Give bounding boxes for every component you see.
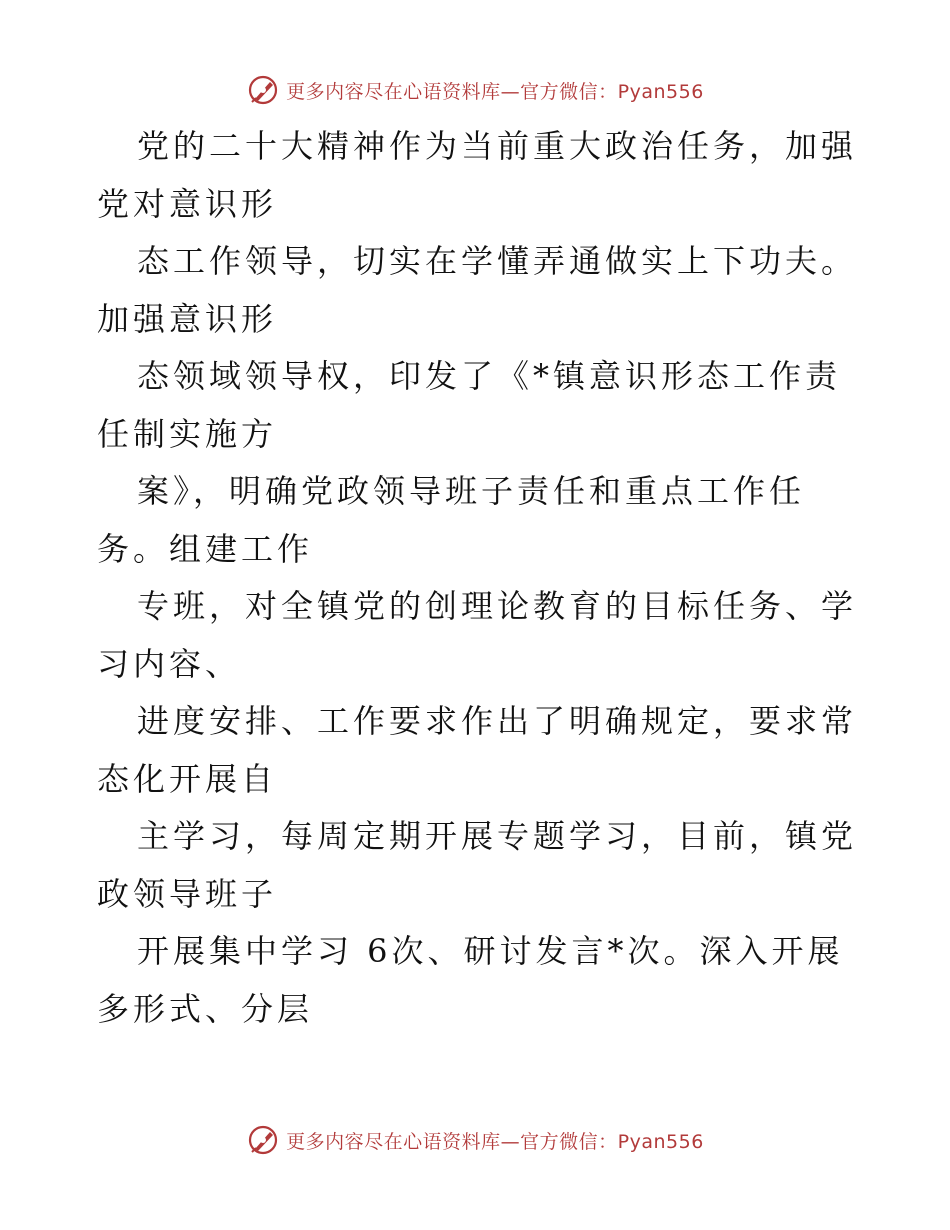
- quill-pen-circle-icon: [246, 73, 280, 107]
- header-watermark-text: 更多内容尽在心语资料库—官方微信：Pyan556: [286, 80, 704, 103]
- quill-pen-circle-icon: [246, 1123, 280, 1157]
- body-paragraph-7: 主学习，每周定期开展专题学习，目前，镇党政领导班子: [97, 817, 858, 913]
- body-paragraph-1: 党的二十大精神作为当前重大政治任务，加强党对意识形: [97, 127, 858, 223]
- header-watermark-banner: [0, 70, 950, 110]
- footer-watermark-banner: [0, 1120, 950, 1160]
- body-paragraph-2: 态工作领导，切实在学懂弄通做实上下功夫。加强意识形: [97, 242, 858, 338]
- body-paragraph-8: 开展集中学习 6次、研讨发言*次。深入开展多形式、分层: [97, 932, 844, 1028]
- body-paragraph-6: 进度安排、工作要求作出了明确规定，要求常态化开展自: [97, 702, 858, 798]
- body-paragraph-5: 专班，对全镇党的创理论教育的目标任务、学习内容、: [97, 587, 858, 683]
- document-body: [97, 118, 857, 1038]
- footer-watermark-text: 更多内容尽在心语资料库—官方微信：Pyan556: [286, 1130, 704, 1153]
- body-paragraph-3: 态领域领导权，印发了《*镇意识形态工作责任制实施方: [97, 357, 842, 453]
- body-paragraph-4: 案》，明确党政领导班子责任和重点工作任务。组建工作: [97, 472, 806, 568]
